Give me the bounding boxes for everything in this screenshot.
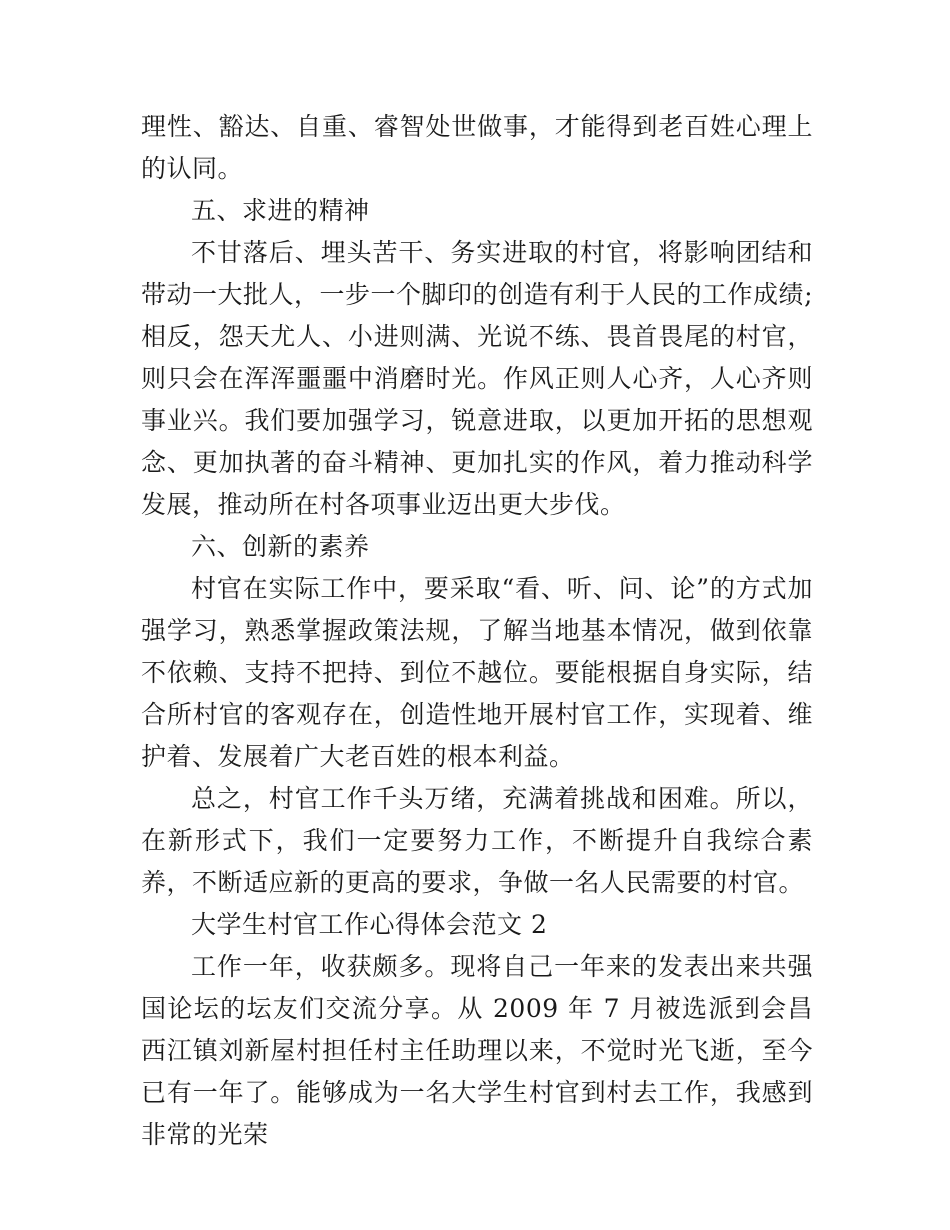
paragraph: 总之，村官工作千头万绪，充满着挑战和困难。所以，在新形式下，我们一定要努力工作，不断提升自我综合素养，不断适应新的更高的要求，争做一名人民需要的村官。 [141, 784, 813, 897]
section-heading-5: 五、求进的精神 [191, 196, 370, 225]
paragraph-continued: 理性、豁达、自重、睿智处世做事，才能得到老百姓心理上的认同。 [141, 112, 813, 183]
document-body [141, 106, 813, 1156]
paragraph: 不甘落后、埋头苦干、务实进取的村官，将影响团结和带动一大批人，一步一个脚印的创造有利于人民的工作成绩;相反，怨天尤人、小进则满、光说不练、畏首畏尾的村官，则只会在浑浑噩噩中消磨时光。作风正则人心齐，人心齐则事业兴。我们要加强学习，锐意进取，以更加开拓的思想观念、更加执著的奋斗精神、更加扎实的作风，着力推动科学发展，推动所在村各项事业迈出更大步伐。 [141, 238, 813, 519]
paragraph: 工作一年，收获颇多。现将自己一年来的发表出来共强国论坛的坛友们交流分享。从 2009 年 7 月被选派到会昌西江镇刘新屋村担任村主任助理以来，不觉时光飞逝，至今已有一年了。能够成为一名大学生村官到村去工作，我感到非常的光荣 [141, 952, 813, 1149]
article-title: 大学生村官工作心得体会范文 2 [191, 910, 548, 939]
paragraph: 村官在实际工作中，要采取“看、听、问、论”的方式加强学习，熟悉掌握政策法规，了解当地基本情况，做到依靠不依赖、支持不把持、到位不越位。要能根据自身实际，结合所村官的客观存在，创造性地开展村官工作，实现着、维护着、发展着广大老百姓的根本利益。 [141, 574, 813, 771]
section-heading-6: 六、创新的素养 [191, 532, 370, 561]
